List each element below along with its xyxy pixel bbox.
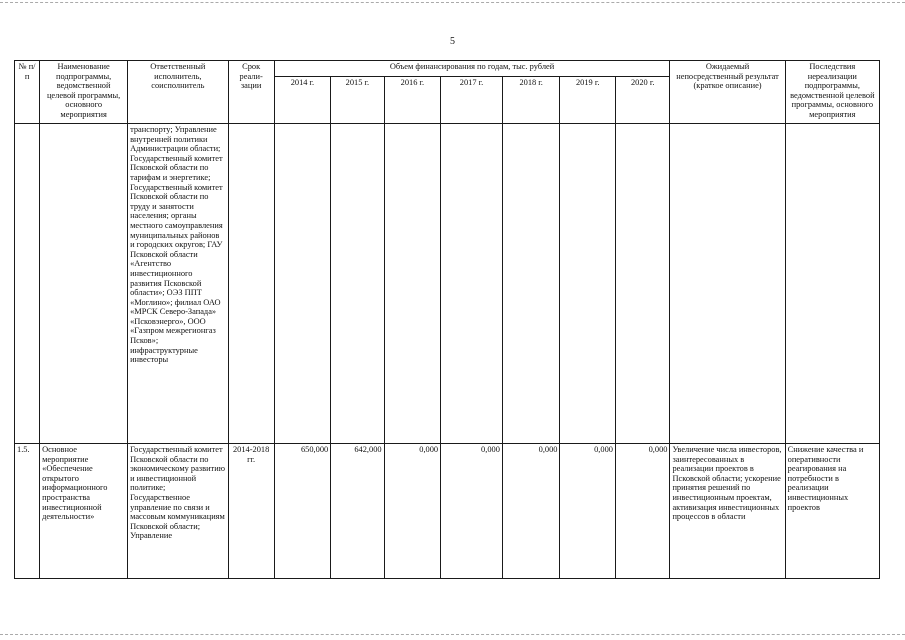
header-term: Срок реали-зации (228, 61, 274, 124)
header-consequences: Последствия нереализации подпрограммы, ведомственной целевой программы, основного мероприятия (785, 61, 879, 124)
cell-name: Основное мероприятие «Обеспечение открытого информационного пространства инвестиционной деятельности» (40, 444, 128, 579)
header-executor: Ответственный исполнитель, соисполнитель (128, 61, 229, 124)
header-result: Ожидаемый непосредственный результат (краткое описание) (670, 61, 785, 124)
scan-edge-bottom (0, 634, 905, 635)
cell-result: Увеличение числа инвесторов, заинтересованных в реализации проектов в Псковской области; ускорение принятия решений по инвестиционным проектам, активизация инвестиционных процессов в области (670, 444, 785, 579)
cell-term (228, 124, 274, 444)
cell-num (15, 124, 40, 444)
cell-value (441, 124, 503, 444)
header-year: 2019 г. (560, 77, 615, 124)
cell-value: 0,000 (615, 444, 670, 579)
header-year: 2016 г. (384, 77, 441, 124)
cell-value (502, 124, 560, 444)
cell-value (274, 124, 331, 444)
header-year: 2015 г. (331, 77, 384, 124)
cell-value: 0,000 (502, 444, 560, 579)
cell-name (40, 124, 128, 444)
cell-consequences: Снижение качества и оперативности реагирования на потребности в реализации инвестиционных проектов (785, 444, 879, 579)
header-year: 2018 г. (502, 77, 560, 124)
header-year: 2020 г. (615, 77, 670, 124)
cell-term: 2014-2018 гг. (228, 444, 274, 579)
header-row-1 (15, 61, 880, 77)
header-year: 2017 г. (441, 77, 503, 124)
table-row (15, 124, 880, 444)
cell-executor: Государственный комитет Псковской области по экономическому развитию и инвестиционной политике; Государственное управление по связи и массовым коммуникациям Псковской области; Управление (128, 444, 229, 579)
header-year: 2014 г. (274, 77, 331, 124)
header-funding: Объем финансирования по годам, тыс. рублей (274, 61, 670, 77)
cell-value: 642,000 (331, 444, 384, 579)
cell-result (670, 124, 785, 444)
cell-value: 650,000 (274, 444, 331, 579)
cell-value: 0,000 (441, 444, 503, 579)
table-row (15, 444, 880, 579)
cell-value: 0,000 (560, 444, 615, 579)
cell-consequences (785, 124, 879, 444)
scan-edge-top (0, 2, 905, 3)
page-number: 5 (450, 36, 455, 47)
cell-value (331, 124, 384, 444)
program-table (14, 60, 880, 579)
cell-value: 0,000 (384, 444, 441, 579)
header-name: Наименование подпрограммы, ведомственной целевой программы, основного мероприятия (40, 61, 128, 124)
cell-value (560, 124, 615, 444)
cell-executor: транспорту; Управление внутренней политики Администрации области; Государственный комитет Псковской области по тарифам и энергетике; Государственный комитет Псковской области по труду и занятости населения; органы местного самоуправления муниципальных районов и городских округов; ГАУ Псковской области «Агентство инвестиционного развития Псковской области»; ОЭЗ ППТ «Моглино»; филиал ОАО «МРСК Северо-Запада» «Псковэнерго», ООО «Газпром межрегионгаз Псков»; инфраструктурные инвесторы (128, 124, 229, 444)
cell-num: 1.5. (15, 444, 40, 579)
header-num: № п/п (15, 61, 40, 124)
cell-value (615, 124, 670, 444)
cell-value (384, 124, 441, 444)
